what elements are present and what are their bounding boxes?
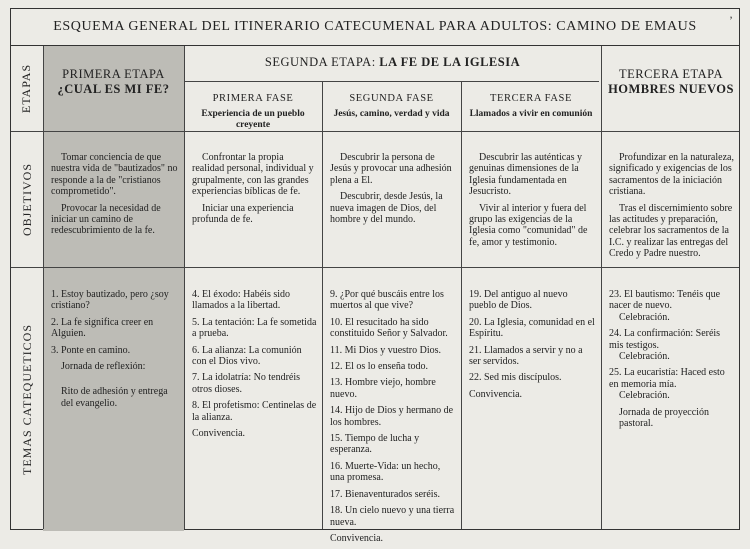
tema-item: 8. El profetismo: Centinelas de la alianza. bbox=[192, 400, 317, 423]
tema-item: 13. Hombre viejo, hombre nuevo. bbox=[330, 377, 436, 400]
segunda-etapa-subtitle: LA FE DE LA IGLESIA bbox=[379, 55, 521, 69]
objetivos-col-4: Descubrir las auténticas y genuinas dimensiones de la Iglesia fundamentada en Jesucristo. Vivir al interior y fuera del grupo las exigencias de la Iglesia como "comunidad" de fe, amor y testimonio. bbox=[469, 152, 588, 248]
tema-item: Convivencia. bbox=[469, 388, 523, 400]
tema-item: 14. Hijo de Dios y hermano de los hombres. bbox=[330, 405, 454, 428]
tema-item: 21. Llamados a servir y no a ser servidos. bbox=[469, 344, 583, 368]
col-divider bbox=[461, 81, 462, 529]
col-divider bbox=[43, 46, 44, 529]
temas-col-3 bbox=[330, 289, 455, 549]
objetivos-col-3: Descubrir la persona de Jesús y provocar una adhesión plena a El. Descubrir, desde Jesús, la nueva imagen de Dios, del hombre y del mundo. bbox=[330, 152, 452, 226]
objetivos-col-1: Tomar conciencia de que nuestra vida de "bautizados" no responde a la de "cristianos comprometido". Provocar la necesidad de iniciar un camino de redescubrimiento de la fe. bbox=[51, 152, 178, 237]
tema-item: 19. Del antiguo al nuevo pueblo de Dios. bbox=[469, 289, 568, 312]
tema-item: 18. Un cielo nuevo y una tierra nueva. bbox=[330, 505, 455, 528]
primera-etapa-header bbox=[43, 67, 184, 97]
tema-item: Convivencia. bbox=[192, 428, 246, 440]
tema-item: Celebración. bbox=[619, 390, 670, 402]
tema-item: 22. Sed mis discípulos. bbox=[469, 372, 562, 384]
itinerary-table bbox=[10, 8, 740, 544]
tema-item: 11. Mi Dios y vuestro Dios. bbox=[330, 344, 442, 356]
col-divider bbox=[601, 46, 602, 529]
objetivos-col-5: Profundizar en la naturaleza, significado y exigencias de los sacramentos de la iniciación cristiana. Tras el discernimiento sobre las actitudes y preparación, celebrar los sacramentos de la I.C. y realizar las entregas del Credo y Padre nuestro. bbox=[609, 152, 734, 260]
temas-col-5 bbox=[609, 289, 735, 434]
col-divider bbox=[322, 81, 323, 529]
tema-item: 6. La alianza: La comunión con el Dios vivo. bbox=[192, 344, 302, 368]
row-divider bbox=[11, 267, 739, 268]
tema-item: Jornada de reflexión: bbox=[61, 361, 146, 373]
tercera-etapa-header bbox=[601, 67, 741, 97]
temas-col-1 bbox=[51, 289, 178, 414]
tema-item: Convivencia. bbox=[330, 532, 384, 544]
tema-item: 9. ¿Por qué buscáis entre los muertos al que vive? bbox=[330, 289, 444, 312]
fase-header-1 bbox=[189, 93, 317, 131]
tema-item: 7. La idolatría: No tendréis otros dioses. bbox=[192, 372, 301, 395]
tema-item: 16. Muerte-Vida: un hecho, una promesa. bbox=[330, 460, 441, 484]
tema-item: 23. El bautismo: Tenéis que nacer de nuevo. bbox=[609, 289, 721, 312]
row-divider bbox=[11, 131, 739, 132]
fase-title: PRIMERA FASE bbox=[212, 93, 294, 104]
tema-item: Rito de adhesión y entrega del evangelio. bbox=[61, 386, 168, 409]
segunda-etapa-name: SEGUNDA ETAPA: bbox=[264, 55, 376, 69]
tema-item: 1. Estoy bautizado, pero ¿soy cristiano? bbox=[51, 289, 169, 312]
tema-item: Celebración. bbox=[619, 351, 670, 363]
fase-header-3 bbox=[466, 93, 596, 120]
col-divider bbox=[184, 46, 185, 529]
row-label-temas: TEMAS CATEQUETICOS bbox=[19, 323, 34, 475]
temas-col-2 bbox=[192, 289, 317, 444]
tema-item: 5. La tentación: La fe sometida a prueba. bbox=[192, 316, 317, 340]
table-title: ESQUEMA GENERAL DEL ITINERARIO CATECUMENAL PARA ADULTOS: CAMINO DE EMAUS bbox=[11, 9, 739, 46]
tema-item: 25. La eucaristía: Haced esto en memoria mía. bbox=[609, 367, 725, 390]
tercera-etapa-subtitle: HOMBRES NUEVOS bbox=[608, 82, 734, 96]
tema-item: 15. Tiempo de lucha y esperanza. bbox=[330, 433, 420, 456]
fase-subtitle: Jesús, camino, verdad y vida bbox=[333, 109, 450, 119]
fase-title: SEGUNDA FASE bbox=[349, 93, 434, 104]
objetivos-col-2: Confrontar la propia realidad personal, individual y grupalmente, con las grandes experiencias bíblicas de fe. Iniciar una experiencia profunda de fe. bbox=[192, 152, 314, 226]
primera-etapa-question: ¿CUAL ES MI FE? bbox=[57, 82, 170, 96]
fase-divider bbox=[184, 81, 599, 82]
tema-item: 20. La Iglesia, comunidad en el Espíritu. bbox=[469, 316, 595, 340]
fase-header-2 bbox=[327, 93, 456, 120]
row-label-etapas: ETAPAS bbox=[19, 63, 34, 114]
tercera-etapa-name: TERCERA ETAPA bbox=[618, 67, 723, 81]
tema-item: 12. El os lo enseña todo. bbox=[330, 361, 429, 373]
primera-etapa-name: PRIMERA ETAPA bbox=[62, 67, 165, 81]
tema-item: 24. La confirmación: Seréis mis testigos. bbox=[609, 328, 721, 351]
tema-item: 17. Bienaventurados seréis. bbox=[330, 488, 440, 500]
tema-item: Celebración. bbox=[619, 311, 670, 323]
fase-subtitle: Experiencia de un pueblo creyente bbox=[201, 109, 305, 130]
tema-item: 3. Ponte en camino. bbox=[51, 344, 131, 356]
segunda-etapa-header bbox=[184, 55, 601, 70]
tema-item: 2. La fe significa creer en Alguien. bbox=[51, 316, 154, 340]
tema-item: Jornada de proyección pastoral. bbox=[619, 406, 709, 430]
row-label-objetivos: OBJETIVOS bbox=[19, 162, 34, 236]
tema-item: 10. El resucitado ha sido constituido Señor y Salvador. bbox=[330, 316, 448, 340]
temas-col-4 bbox=[469, 289, 595, 405]
tema-item: 4. El éxodo: Habéis sido llamados a la libertad. bbox=[192, 289, 291, 312]
corner-mark: ’ bbox=[729, 13, 733, 27]
fase-subtitle: Llamados a vivir en comunión bbox=[469, 109, 593, 119]
fase-title: TERCERA FASE bbox=[490, 93, 572, 104]
